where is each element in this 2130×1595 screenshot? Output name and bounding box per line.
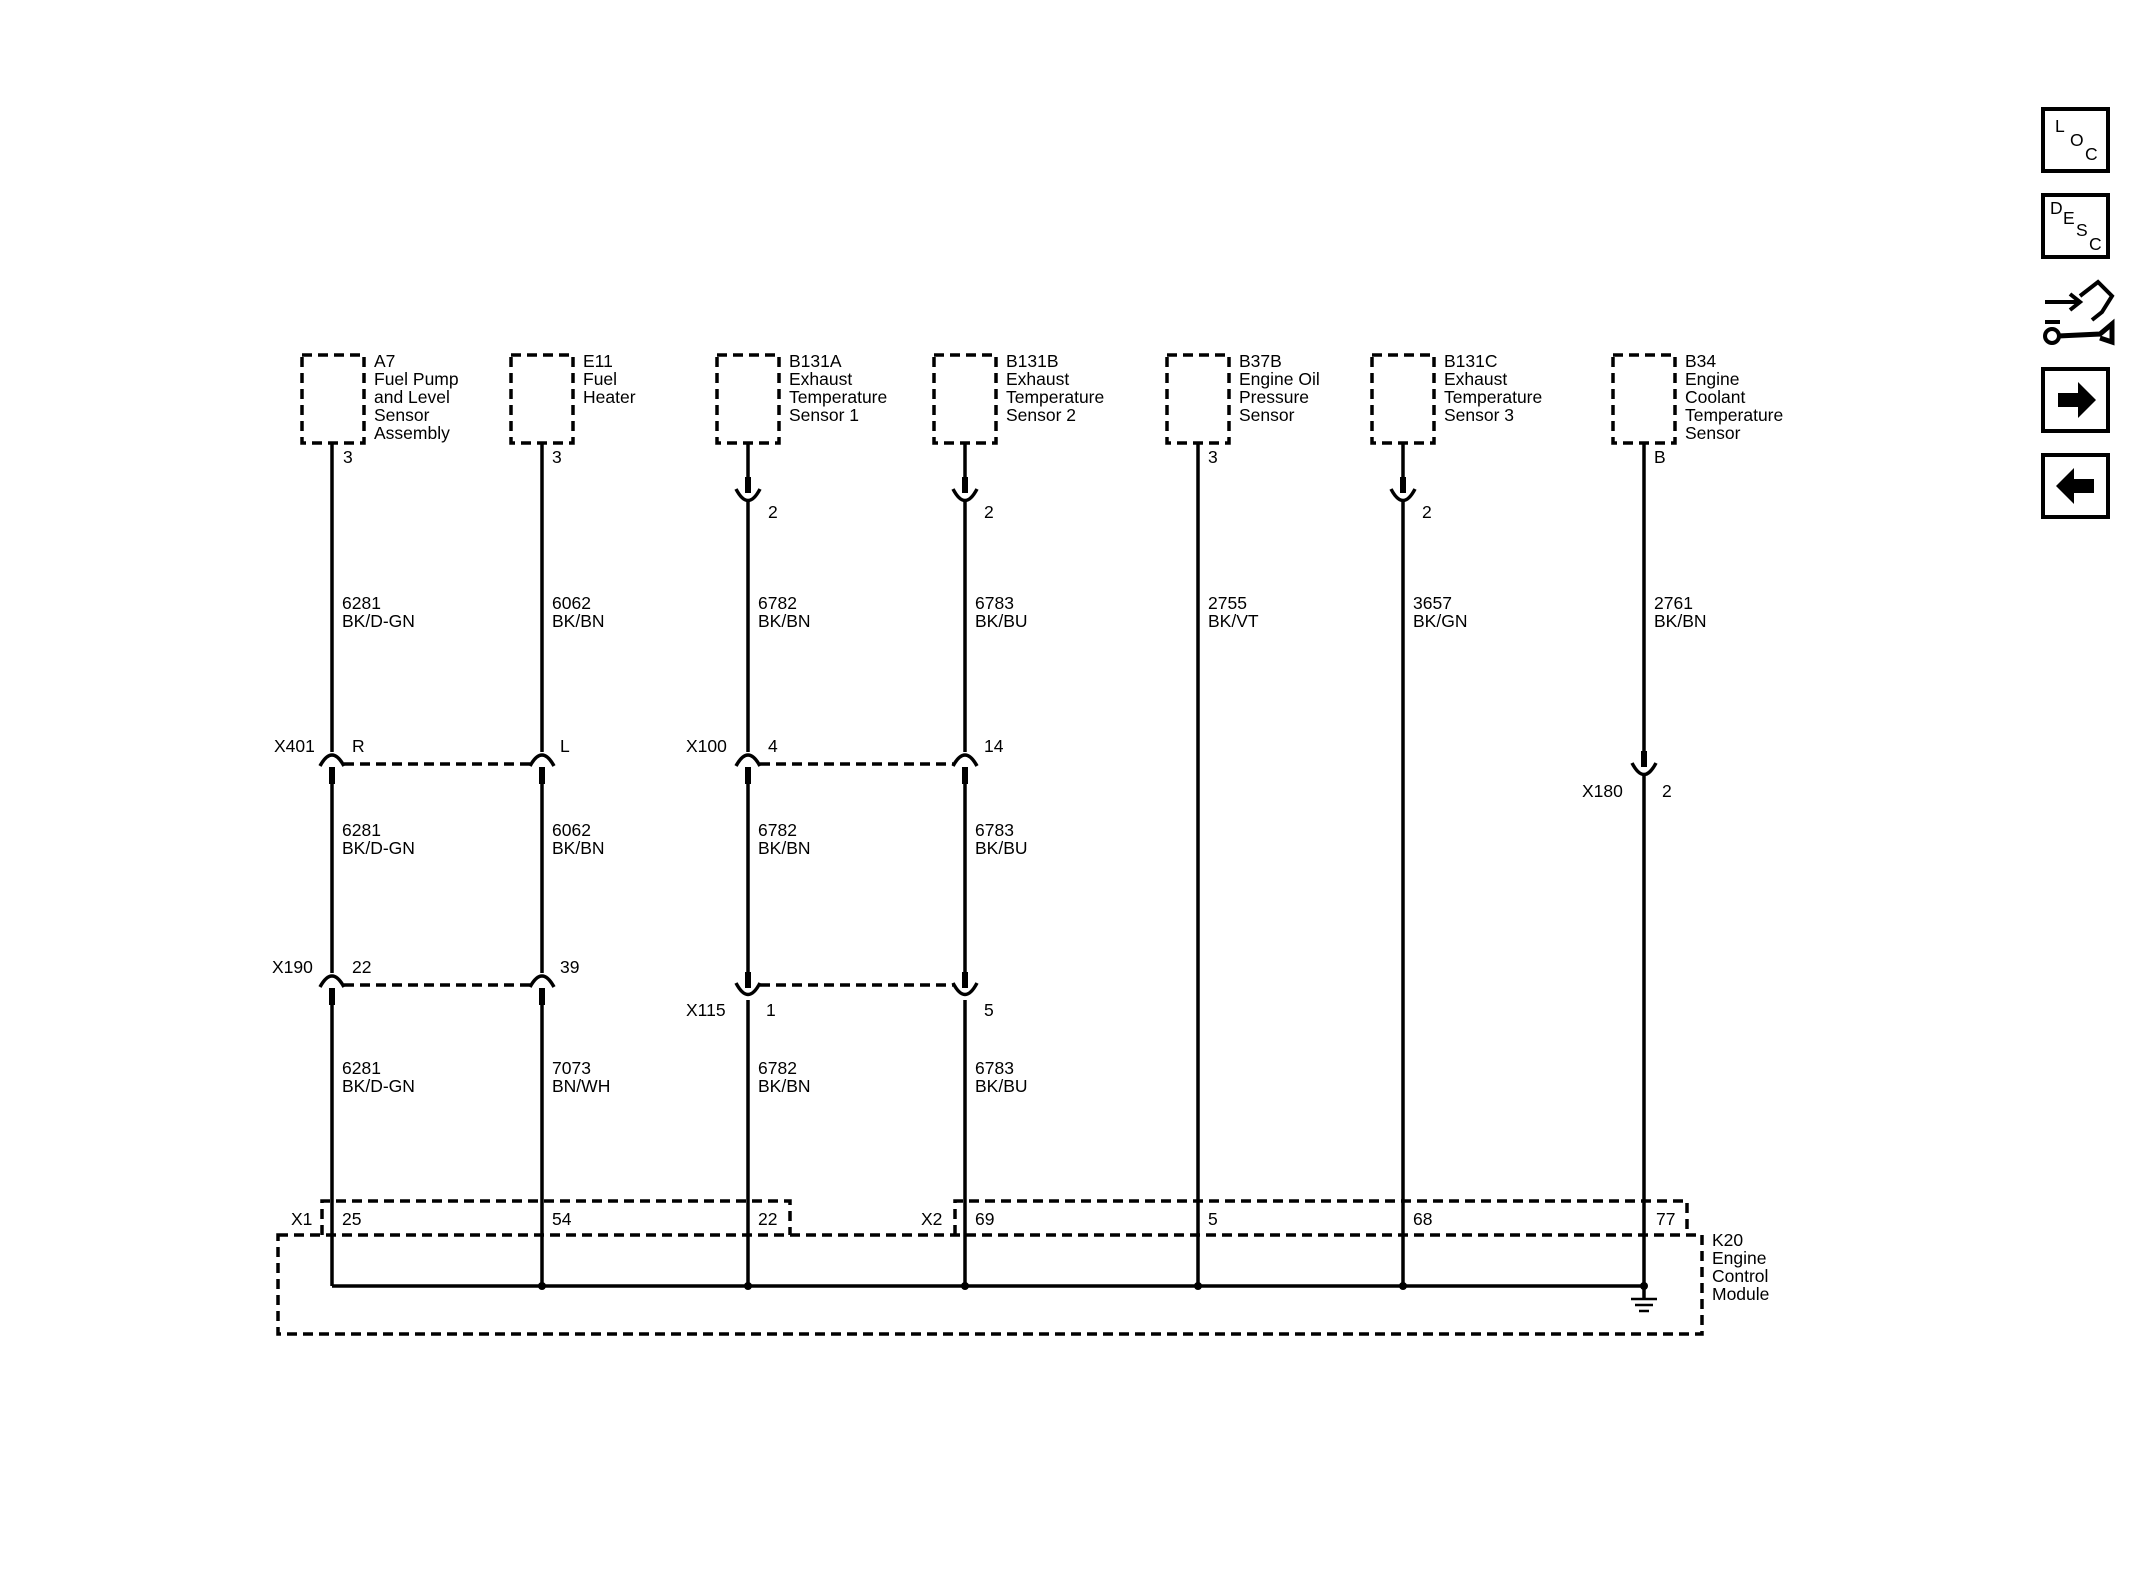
wire-label-color: BK/BN <box>552 611 605 631</box>
component-b131c-desc-3: Sensor 3 <box>1444 405 1515 425</box>
component-b37b-desc-3: Sensor <box>1239 405 1295 425</box>
pin-x115-5 <box>962 972 968 988</box>
component-b34-desc-3: Temperature <box>1685 405 1784 425</box>
previous-button[interactable] <box>2043 455 2108 517</box>
module-x1-pin-54: 54 <box>552 1209 572 1229</box>
wire-label-color: BK/BU <box>975 838 1028 858</box>
connector-x100-pin-14: 14 <box>984 736 1004 756</box>
connector-x190-pin-22: 22 <box>352 957 372 977</box>
module-k20-desc-3: Module <box>1712 1284 1770 1304</box>
component-a7-desc-2: and Level <box>374 387 450 407</box>
component-b131b-desc-1: Exhaust <box>1006 369 1070 389</box>
wire-label-circuit: 6783 <box>975 593 1014 613</box>
component-b131a-pin: 2 <box>768 502 778 522</box>
module-k20-id: K20 <box>1712 1230 1744 1250</box>
wire-label-color: BK/BN <box>552 838 605 858</box>
connector-x190-pin-39: 39 <box>560 957 580 977</box>
component-a7-desc-4: Assembly <box>374 423 450 443</box>
module-x2-header <box>955 1201 1687 1235</box>
splice-dot <box>1194 1282 1202 1290</box>
socket-x100-14 <box>953 755 977 766</box>
pin-x401-l <box>539 767 545 784</box>
wire-label-circuit: 6281 <box>342 820 381 840</box>
connector-x401-label: X401 <box>274 736 315 756</box>
wire-label-color: BK/GN <box>1413 611 1468 631</box>
wire-labels-upper <box>342 593 1707 631</box>
wire-labels-middle <box>342 820 1028 858</box>
component-b131c-desc-1: Exhaust <box>1444 369 1508 389</box>
loc-letter-o: O <box>2070 130 2084 150</box>
pin-b131c <box>1400 477 1406 493</box>
wire-label-color: BK/D-GN <box>342 838 415 858</box>
component-a7-desc-1: Fuel Pump <box>374 369 459 389</box>
pin-x115-1 <box>745 972 751 988</box>
wire-label-circuit: 6281 <box>342 593 381 613</box>
pin-x100-4 <box>745 767 751 784</box>
wire-paths <box>332 443 1644 1286</box>
wire-labels-lower <box>342 1058 1028 1096</box>
wire-label-color: BK/BN <box>758 611 811 631</box>
pin-b131a <box>745 477 751 493</box>
pin-x401-r <box>329 767 335 784</box>
socket-x401-l <box>530 755 554 766</box>
component-b131a-id: B131A <box>789 351 842 371</box>
module-x1-pin-25: 25 <box>342 1209 362 1229</box>
component-b131a-desc-3: Sensor 1 <box>789 405 860 425</box>
component-b37b-desc-2: Pressure <box>1239 387 1310 407</box>
module-x2-pin-5: 5 <box>1208 1209 1218 1229</box>
component-b131a-desc-2: Temperature <box>789 387 888 407</box>
next-button[interactable] <box>2043 369 2108 431</box>
socket-x401-r <box>320 755 344 766</box>
module-x2-pin-68: 68 <box>1413 1209 1433 1229</box>
wire-label-color: BK/BU <box>975 1076 1028 1096</box>
component-b131a-desc-1: Exhaust <box>789 369 853 389</box>
component-a7-pin: 3 <box>343 447 353 467</box>
wire-label-color: BK/VT <box>1208 611 1259 631</box>
wire-label-circuit: 3657 <box>1413 593 1452 613</box>
wire-label-color: BK/BN <box>758 1076 811 1096</box>
component-b131c-desc-2: Temperature <box>1444 387 1543 407</box>
wire-label-circuit: 2755 <box>1208 593 1247 613</box>
module-x1-label: X1 <box>291 1209 313 1229</box>
component-e11-pin: 3 <box>552 447 562 467</box>
wire-label-circuit: 7073 <box>552 1058 591 1078</box>
component-e11-desc-2: Heater <box>583 387 636 407</box>
component-b131b-id: B131B <box>1006 351 1059 371</box>
component-b131c-pin: 2 <box>1422 502 1432 522</box>
wire-label-circuit: 6062 <box>552 820 591 840</box>
wire-label-circuit: 6783 <box>975 820 1014 840</box>
socket-x190-39 <box>530 976 554 987</box>
connector-x115-pin-1: 1 <box>766 1000 776 1020</box>
wire-label-circuit: 6281 <box>342 1058 381 1078</box>
loc-letter-l: L <box>2055 116 2065 136</box>
component-a7-desc-3: Sensor <box>374 405 430 425</box>
component-b34-desc-1: Engine <box>1685 369 1740 389</box>
component-b131b-pin: 2 <box>984 502 994 522</box>
connector-x401-pin-l: L <box>560 736 570 756</box>
wire-label-color: BN/WH <box>552 1076 611 1096</box>
component-e11-id: E11 <box>583 351 613 371</box>
connector-x115-label: X115 <box>686 1000 726 1020</box>
connector-x190-label: X190 <box>272 957 313 977</box>
wire-label-circuit: 6782 <box>758 820 797 840</box>
desc-letter-s: S <box>2076 220 2088 240</box>
component-a7-id: A7 <box>374 351 396 371</box>
component-b37b-pin: 3 <box>1208 447 1218 467</box>
wire-label-color: BK/D-GN <box>342 611 415 631</box>
component-b37b-desc-1: Engine Oil <box>1239 369 1320 389</box>
pin-x190-22 <box>329 988 335 1005</box>
module-k20 <box>278 1201 1769 1334</box>
wire-label-circuit: 6782 <box>758 593 797 613</box>
component-a7 <box>302 351 459 467</box>
component-b131b-desc-3: Sensor 2 <box>1006 405 1077 425</box>
loc-button[interactable] <box>2043 109 2108 171</box>
connector-x401-pin-r: R <box>352 736 365 756</box>
pin-x180 <box>1641 751 1647 767</box>
socket-x190-22 <box>320 976 344 987</box>
wire-label-color: BK/BU <box>975 611 1028 631</box>
desc-letter-c: C <box>2089 234 2102 254</box>
component-b37b <box>1167 351 1320 467</box>
wire-label-color: BK/BN <box>1654 611 1707 631</box>
module-x1-pin-22: 22 <box>758 1209 778 1229</box>
wire-label-circuit: 6783 <box>975 1058 1014 1078</box>
component-b34-desc-2: Coolant <box>1685 387 1746 407</box>
pin-b131b <box>962 477 968 493</box>
connector-x100-pin-4: 4 <box>768 736 778 756</box>
connector-repair-icon[interactable] <box>2045 282 2112 343</box>
module-x2-pin-69: 69 <box>975 1209 995 1229</box>
ground-icon <box>1631 1286 1657 1311</box>
connector-labels <box>272 736 1672 1020</box>
connector-x180-pin-2: 2 <box>1662 781 1672 801</box>
wire-label-color: BK/D-GN <box>342 1076 415 1096</box>
wire-label-circuit: 2761 <box>1654 593 1693 613</box>
socket-x100-4 <box>736 755 760 766</box>
component-b37b-id: B37B <box>1239 351 1282 371</box>
component-b34-pin: B <box>1654 447 1666 467</box>
desc-button[interactable] <box>2043 195 2108 257</box>
module-x2-label: X2 <box>921 1209 943 1229</box>
connector-x100-label: X100 <box>686 736 727 756</box>
component-b34-desc-4: Sensor <box>1685 423 1741 443</box>
module-k20-desc-2: Control <box>1712 1266 1769 1286</box>
splice-dot <box>744 1282 752 1290</box>
desc-letter-e: E <box>2063 208 2075 228</box>
component-e11-desc-1: Fuel <box>583 369 618 389</box>
loc-letter-c: C <box>2085 144 2098 164</box>
connector-x180-label: X180 <box>1582 781 1623 801</box>
module-x2-pin-77: 77 <box>1656 1209 1676 1229</box>
splice-dot <box>538 1282 546 1290</box>
connector-x115-pin-5: 5 <box>984 1000 994 1020</box>
wire-label-circuit: 6782 <box>758 1058 797 1078</box>
desc-letter-d: D <box>2050 198 2063 218</box>
component-b131c-id: B131C <box>1444 351 1498 371</box>
pin-x190-39 <box>539 988 545 1005</box>
wire-label-circuit: 6062 <box>552 593 591 613</box>
component-e11 <box>511 351 636 467</box>
pin-x100-14 <box>962 767 968 784</box>
wire-label-color: BK/BN <box>758 838 811 858</box>
splice-dot <box>1399 1282 1407 1290</box>
splice-dot <box>961 1282 969 1290</box>
module-k20-desc-1: Engine <box>1712 1248 1767 1268</box>
component-b34 <box>1613 351 1783 467</box>
component-b34-id: B34 <box>1685 351 1717 371</box>
component-b131b-desc-2: Temperature <box>1006 387 1105 407</box>
